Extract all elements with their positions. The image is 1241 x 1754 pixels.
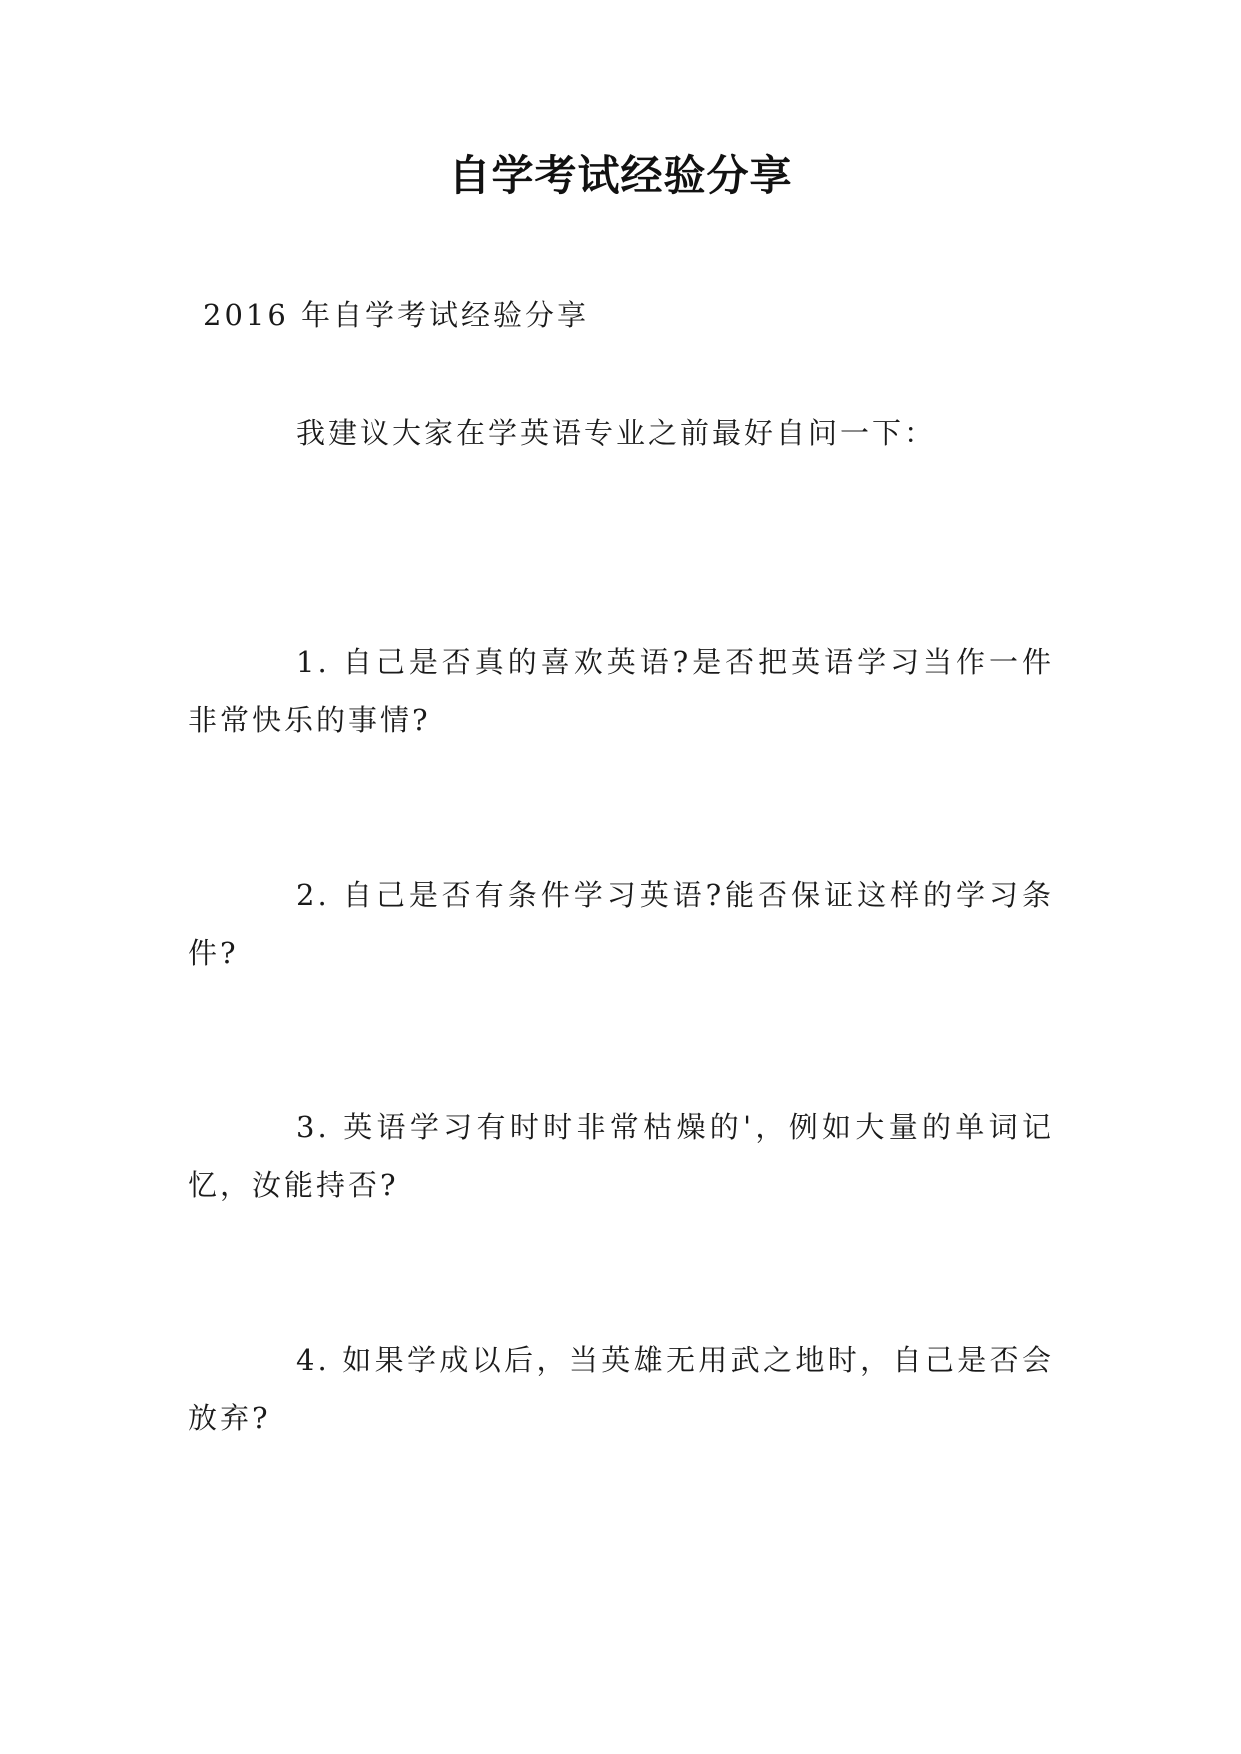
question-item: 2. 自己是否有条件学习英语?能否保证这样的学习条件? — [188, 878, 1054, 970]
question-item: 1. 自己是否真的喜欢英语?是否把英语学习当作一件非常快乐的事情? — [188, 645, 1054, 737]
document-title: 自学考试经验分享 — [448, 151, 793, 200]
document-subtitle: 2016 年自学考试经验分享 — [203, 298, 590, 332]
question-item: 3. 英语学习有时时非常枯燥的'，例如大量的单词记忆，汝能持否? — [188, 1110, 1054, 1202]
intro-paragraph: 我建议大家在学英语专业之前最好自问一下： — [296, 416, 937, 450]
question-item: 4. 如果学成以后，当英雄无用武之地时，自己是否会放弃? — [188, 1343, 1054, 1435]
